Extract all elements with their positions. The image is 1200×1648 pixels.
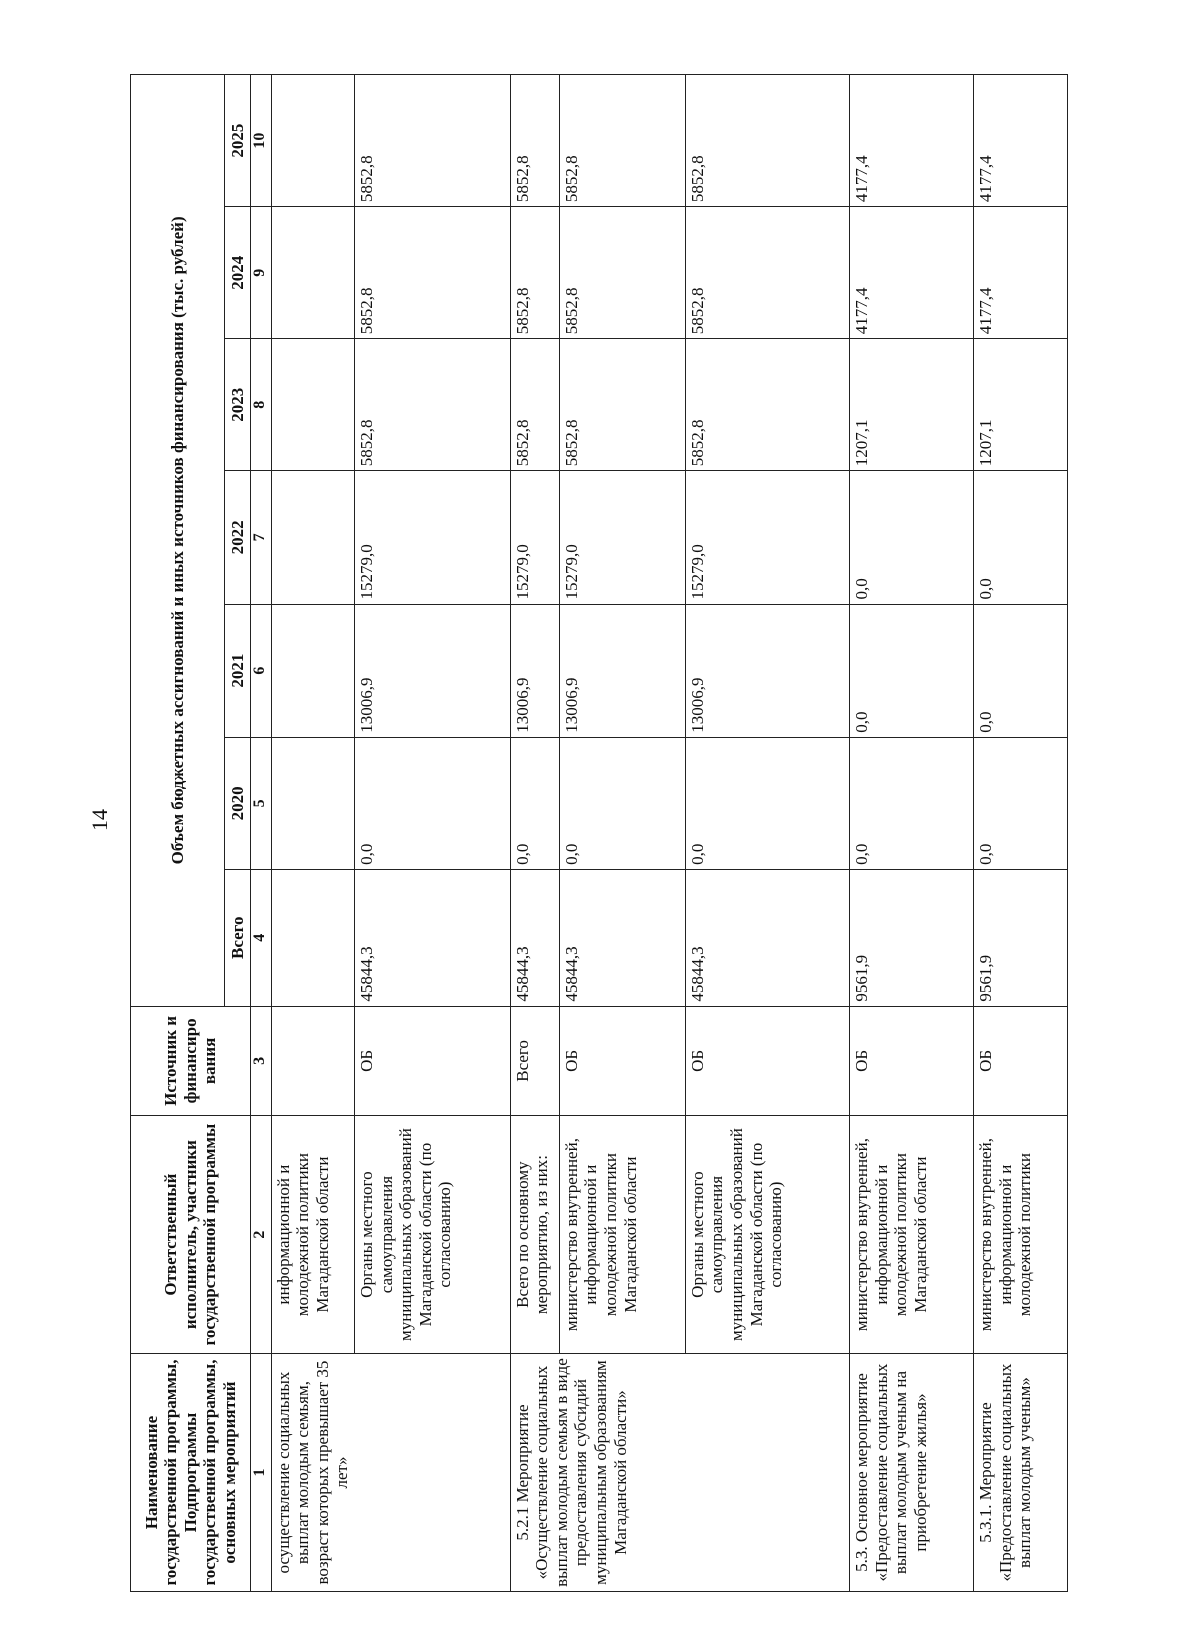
- col-number: 1: [251, 1354, 272, 1592]
- cell-2022: 15279,0: [355, 471, 511, 604]
- cell-2025: 5852,8: [510, 75, 559, 207]
- table-row: [510, 75, 559, 1592]
- table-row: [271, 75, 354, 1592]
- header-executor: Ответственный исполнитель, участники государственной программы: [131, 1116, 251, 1354]
- cell-2023: 1207,1: [850, 339, 974, 471]
- cell-source: ОБ: [355, 1006, 511, 1115]
- cell-2020: 0,0: [510, 737, 559, 869]
- cell-2021: 13006,9: [685, 604, 849, 737]
- header-source: Источник и финансиро вания: [131, 1006, 251, 1115]
- col-number: 3: [251, 1006, 272, 1115]
- cell-total: 9561,9: [974, 869, 1068, 1006]
- cell-2021: 13006,9: [355, 604, 511, 737]
- header-year-2022: 2022: [224, 471, 250, 604]
- col-number: 9: [251, 207, 272, 339]
- cell-name: 5.2.1 Мероприятие «Осуществление социальных выплат молодым семьям в виде предоставления субсидий муниципальным образованиям Магаданской области»: [510, 1354, 849, 1592]
- cell-2021: [271, 604, 354, 737]
- cell-2025: 5852,8: [559, 75, 685, 207]
- cell-2021: 13006,9: [510, 604, 559, 737]
- cell-2024: 5852,8: [355, 207, 511, 339]
- cell-2024: 4177,4: [974, 207, 1068, 339]
- header-year-2023: 2023: [224, 339, 250, 471]
- cell-2024: 5852,8: [559, 207, 685, 339]
- cell-total: 45844,3: [559, 869, 685, 1006]
- cell-total: [271, 869, 354, 1006]
- cell-2022: 15279,0: [559, 471, 685, 604]
- cell-2025: [271, 75, 354, 207]
- col-number: 2: [251, 1116, 272, 1354]
- cell-source: ОБ: [974, 1006, 1068, 1115]
- header-total: Всего: [224, 869, 250, 1006]
- cell-2021: 13006,9: [559, 604, 685, 737]
- table-row: [974, 75, 1068, 1592]
- cell-executor: министерство внутренней, информационной и молодежной политики Магаданской области: [559, 1116, 685, 1354]
- cell-2023: 5852,8: [559, 339, 685, 471]
- cell-executor: информационной и молодежной политики Магаданской области: [271, 1116, 354, 1354]
- cell-total: 45844,3: [355, 869, 511, 1006]
- cell-source: ОБ: [559, 1006, 685, 1115]
- cell-executor: министерство внутренней, информационной и молодежной политики: [974, 1116, 1068, 1354]
- cell-executor: Всего по основному мероприятию, из них:: [510, 1116, 559, 1354]
- cell-executor: Органы местного самоуправления муниципальных образований Магаданской области (по согласованию): [355, 1116, 511, 1354]
- cell-2022: 15279,0: [685, 471, 849, 604]
- cell-2022: [271, 471, 354, 604]
- cell-2022: 0,0: [850, 471, 974, 604]
- page-number: 14: [87, 809, 112, 831]
- cell-total: 45844,3: [510, 869, 559, 1006]
- cell-source: [271, 1006, 354, 1115]
- cell-executor: Органы местного самоуправления муниципальных образований Магаданской области (по согласованию): [685, 1116, 849, 1354]
- cell-2025: 5852,8: [355, 75, 511, 207]
- cell-2022: 15279,0: [510, 471, 559, 604]
- cell-executor: министерство внутренней, информационной и молодежной политики Магаданской области: [850, 1116, 974, 1354]
- cell-2024: 5852,8: [510, 207, 559, 339]
- cell-2020: 0,0: [850, 737, 974, 869]
- cell-source: Всего: [510, 1006, 559, 1115]
- cell-2020: [271, 737, 354, 869]
- cell-2020: 0,0: [685, 737, 849, 869]
- header-name: Наименование государственной программы, Подпрограммы государственной программы, основных мероприятий: [131, 1354, 251, 1592]
- rotated-table-wrapper: [130, 74, 1068, 1592]
- col-number: 4: [251, 869, 272, 1006]
- col-number: 6: [251, 604, 272, 737]
- cell-2023: 5852,8: [355, 339, 511, 471]
- cell-2025: 5852,8: [685, 75, 849, 207]
- cell-total: 9561,9: [850, 869, 974, 1006]
- cell-2023: [271, 339, 354, 471]
- table-row: [850, 75, 974, 1592]
- header-year-2020: 2020: [224, 737, 250, 869]
- cell-2025: 4177,4: [850, 75, 974, 207]
- cell-source: ОБ: [685, 1006, 849, 1115]
- cell-2023: 5852,8: [510, 339, 559, 471]
- cell-2020: 0,0: [355, 737, 511, 869]
- cell-source: ОБ: [850, 1006, 974, 1115]
- header-year-2025: 2025: [224, 75, 250, 207]
- col-number: 10: [251, 75, 272, 207]
- header-year-2021: 2021: [224, 604, 250, 737]
- cell-name: осуществление социальных выплат молодым семьям, возраст которых превышает 35 лет»: [271, 1354, 510, 1592]
- cell-2023: 5852,8: [685, 339, 849, 471]
- col-number: 5: [251, 737, 272, 869]
- header-year-2024: 2024: [224, 207, 250, 339]
- cell-2024: [271, 207, 354, 339]
- cell-2024: 4177,4: [850, 207, 974, 339]
- cell-total: 45844,3: [685, 869, 849, 1006]
- financing-table: [130, 74, 1068, 1592]
- cell-2024: 5852,8: [685, 207, 849, 339]
- cell-2021: 0,0: [974, 604, 1068, 737]
- cell-2023: 1207,1: [974, 339, 1068, 471]
- cell-name: 5.3.1. Мероприятие «Предоставление социальных выплат молодым ученым»: [974, 1354, 1068, 1592]
- cell-name: 5.3. Основное мероприятие «Предоставление социальных выплат молодым ученым на приобретение жилья»: [850, 1354, 974, 1592]
- cell-2020: 0,0: [559, 737, 685, 869]
- col-number: 7: [251, 471, 272, 604]
- cell-2020: 0,0: [974, 737, 1068, 869]
- header-financing-group: Объем бюджетных ассигнований и иных источников финансирования (тыс. рублей): [131, 75, 225, 1007]
- cell-2021: 0,0: [850, 604, 974, 737]
- cell-2025: 4177,4: [974, 75, 1068, 207]
- cell-2022: 0,0: [974, 471, 1068, 604]
- col-number: 8: [251, 339, 272, 471]
